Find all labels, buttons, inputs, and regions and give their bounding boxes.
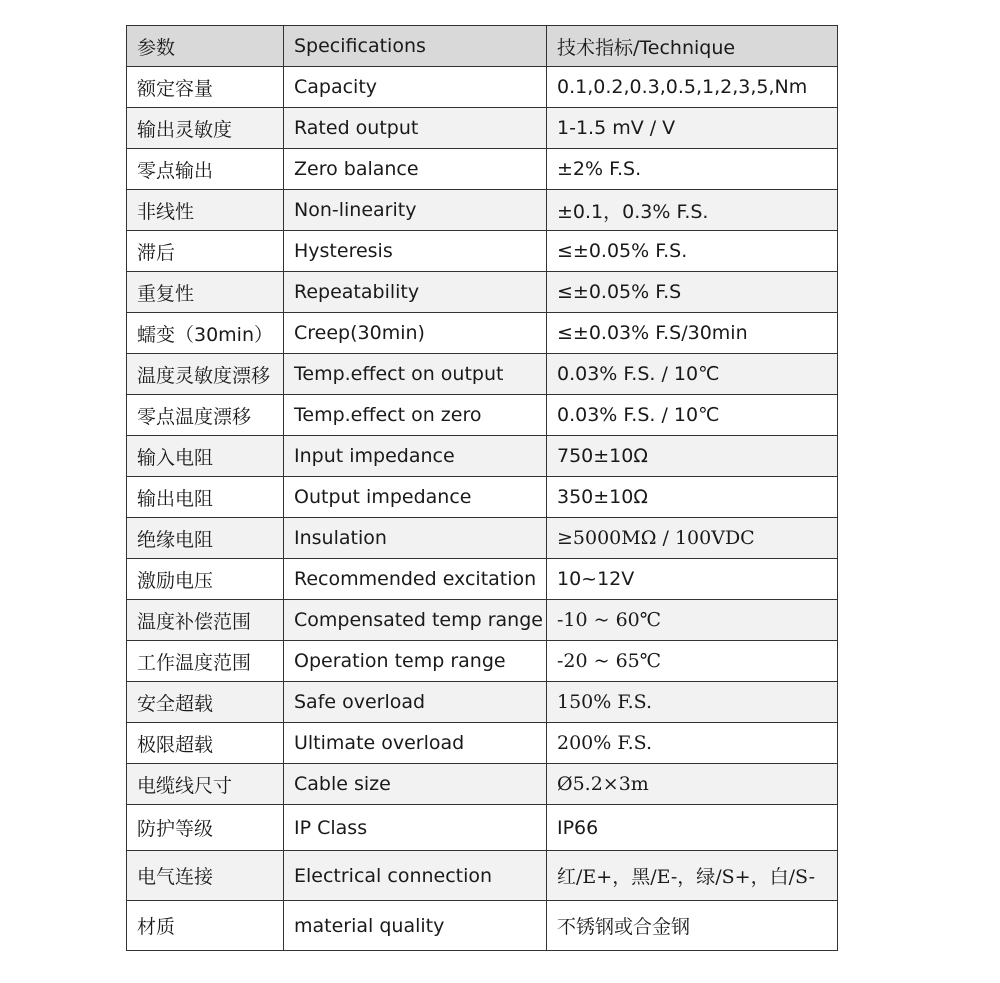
row-value: IP66 xyxy=(547,805,838,851)
row-spec-en: Insulation xyxy=(284,518,547,559)
table-row xyxy=(127,764,838,805)
row-param-cn: 输入电阻 xyxy=(127,436,284,477)
row-spec-en: Ultimate overload xyxy=(284,723,547,764)
table-row xyxy=(127,600,838,641)
row-param-cn: 输出灵敏度 xyxy=(127,108,284,149)
row-param-cn: 零点温度漂移 xyxy=(127,395,284,436)
row-spec-en: material quality xyxy=(284,901,547,951)
row-spec-en: Cable size xyxy=(284,764,547,805)
table-row xyxy=(127,805,838,851)
row-value: 红/E+，黑/E-，绿/S+，白/S- xyxy=(547,851,838,901)
row-value: ≤±0.05% F.S. xyxy=(547,231,838,272)
table-row xyxy=(127,395,838,436)
table-row xyxy=(127,518,838,559)
row-spec-en: Input impedance xyxy=(284,436,547,477)
row-spec-en: Capacity xyxy=(284,67,547,108)
spec-table xyxy=(126,25,838,951)
row-spec-en: Non-linearity xyxy=(284,190,547,231)
row-spec-en: Temp.effect on zero xyxy=(284,395,547,436)
table-row xyxy=(127,723,838,764)
row-param-cn: 蠕变（30min） xyxy=(127,313,284,354)
header-specifications: Specifications xyxy=(284,26,547,67)
row-param-cn: 重复性 xyxy=(127,272,284,313)
row-param-cn: 电缆线尺寸 xyxy=(127,764,284,805)
row-value: 1-1.5 mV / V xyxy=(547,108,838,149)
row-param-cn: 滞后 xyxy=(127,231,284,272)
row-param-cn: 安全超载 xyxy=(127,682,284,723)
row-spec-en: Recommended excitation xyxy=(284,559,547,600)
table-row xyxy=(127,231,838,272)
row-value: Ø5.2×3m xyxy=(547,764,838,805)
table-row xyxy=(127,477,838,518)
table-row xyxy=(127,190,838,231)
row-param-cn: 极限超载 xyxy=(127,723,284,764)
table-row xyxy=(127,436,838,477)
row-value: 150% F.S. xyxy=(547,682,838,723)
table-row xyxy=(127,682,838,723)
row-spec-en: Zero balance xyxy=(284,149,547,190)
row-value: -10 ~ 60℃ xyxy=(547,600,838,641)
row-param-cn: 电气连接 xyxy=(127,851,284,901)
row-param-cn: 额定容量 xyxy=(127,67,284,108)
header-parameter: 参数 xyxy=(127,26,284,67)
table-row xyxy=(127,313,838,354)
row-value: 不锈钢或合金钢 xyxy=(547,901,838,951)
row-param-cn: 防护等级 xyxy=(127,805,284,851)
row-value: -20 ~ 65℃ xyxy=(547,641,838,682)
row-param-cn: 非线性 xyxy=(127,190,284,231)
row-value: 0.03% F.S. / 10℃ xyxy=(547,395,838,436)
row-param-cn: 零点输出 xyxy=(127,149,284,190)
row-value: 200% F.S. xyxy=(547,723,838,764)
row-value: ≤±0.05% F.S xyxy=(547,272,838,313)
row-spec-en: Hysteresis xyxy=(284,231,547,272)
row-spec-en: Operation temp range xyxy=(284,641,547,682)
header-technique: 技术指标/Technique xyxy=(547,26,838,67)
row-spec-en: Electrical connection xyxy=(284,851,547,901)
row-param-cn: 绝缘电阻 xyxy=(127,518,284,559)
row-value: 750±10Ω xyxy=(547,436,838,477)
row-value: 10~12V xyxy=(547,559,838,600)
table-row xyxy=(127,108,838,149)
row-spec-en: Compensated temp range xyxy=(284,600,547,641)
row-value: ±2% F.S. xyxy=(547,149,838,190)
table-row xyxy=(127,272,838,313)
row-spec-en: Temp.effect on output xyxy=(284,354,547,395)
row-value: ±0.1，0.3% F.S. xyxy=(547,190,838,231)
table-row xyxy=(127,354,838,395)
row-value: 350±10Ω xyxy=(547,477,838,518)
table-row xyxy=(127,559,838,600)
row-param-cn: 输出电阻 xyxy=(127,477,284,518)
row-spec-en: Output impedance xyxy=(284,477,547,518)
table-row xyxy=(127,641,838,682)
row-spec-en: Repeatability xyxy=(284,272,547,313)
row-param-cn: 材质 xyxy=(127,901,284,951)
row-spec-en: Safe overload xyxy=(284,682,547,723)
table-header-row xyxy=(127,26,838,67)
table-row xyxy=(127,901,838,951)
table-row xyxy=(127,149,838,190)
row-spec-en: IP Class xyxy=(284,805,547,851)
row-value: ≥5000MΩ / 100VDC xyxy=(547,518,838,559)
row-param-cn: 温度灵敏度漂移 xyxy=(127,354,284,395)
row-param-cn: 激励电压 xyxy=(127,559,284,600)
row-spec-en: Creep(30min) xyxy=(284,313,547,354)
row-spec-en: Rated output xyxy=(284,108,547,149)
row-param-cn: 工作温度范围 xyxy=(127,641,284,682)
row-value: ≤±0.03% F.S/30min xyxy=(547,313,838,354)
row-param-cn: 温度补偿范围 xyxy=(127,600,284,641)
row-value: 0.03% F.S. / 10℃ xyxy=(547,354,838,395)
table-row xyxy=(127,67,838,108)
table-row xyxy=(127,851,838,901)
row-value: 0.1,0.2,0.3,0.5,1,2,3,5,Nm xyxy=(547,67,838,108)
